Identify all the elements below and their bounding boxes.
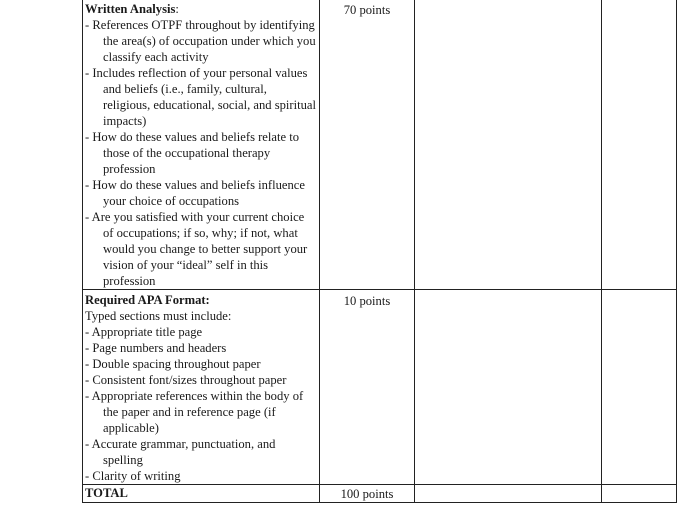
rubric-row-total — [83, 485, 677, 503]
extra-cell — [602, 0, 677, 290]
section-title-apa-format: Required APA Format: — [85, 293, 210, 307]
criteria-cell-written-analysis — [83, 0, 320, 290]
list-item: - Consistent font/sizes throughout paper — [85, 373, 287, 387]
list-item: - How do these values and beliefs influence your choice of occupations — [85, 178, 305, 208]
points-value: 70 points — [343, 3, 391, 17]
list-item: - Includes reflection of your personal values and beliefs (i.e., family, cultural, religious, educational, social, and spiritual impacts) — [85, 66, 316, 128]
list-item: - Accurate grammar, punctuation, and spelling — [85, 437, 276, 467]
list-item: - Appropriate title page — [85, 325, 203, 339]
points-value: 10 points — [343, 294, 391, 308]
list-item: - Are you satisfied with your current choice of occupations; if so, why; if not, what would you change to better support your vision of your “ideal” self in this profession — [85, 210, 308, 288]
list-item: - How do these values and beliefs relate to those of the occupational therapy profession — [85, 130, 300, 176]
total-points-value: 100 points — [340, 487, 394, 501]
comments-cell — [415, 290, 602, 485]
total-label: TOTAL — [85, 486, 128, 500]
section-intro: Typed sections must include: — [85, 309, 232, 323]
list-item: - Double spacing throughout paper — [85, 357, 261, 371]
rubric-row-apa-format — [83, 290, 677, 485]
extra-cell — [602, 485, 677, 503]
points-cell-total — [320, 485, 415, 503]
points-cell-apa-format — [320, 290, 415, 485]
extra-cell — [602, 290, 677, 485]
criteria-cell-total — [83, 485, 320, 503]
rubric-row-written-analysis — [83, 0, 677, 290]
list-item: - Clarity of writing — [85, 469, 181, 483]
comments-cell — [415, 0, 602, 290]
criteria-cell-apa-format — [83, 290, 320, 485]
list-item: - Page numbers and headers — [85, 341, 227, 355]
comments-cell — [415, 485, 602, 503]
grading-rubric-table — [82, 0, 677, 503]
list-item: - References OTPF throughout by identifying the area(s) of occupation under which you classify each activity — [85, 18, 316, 64]
points-cell-written-analysis — [320, 0, 415, 290]
section-title-written-analysis: Written Analysis: — [85, 2, 179, 16]
list-item: - Appropriate references within the body of the paper and in reference page (if applicable) — [85, 389, 304, 435]
